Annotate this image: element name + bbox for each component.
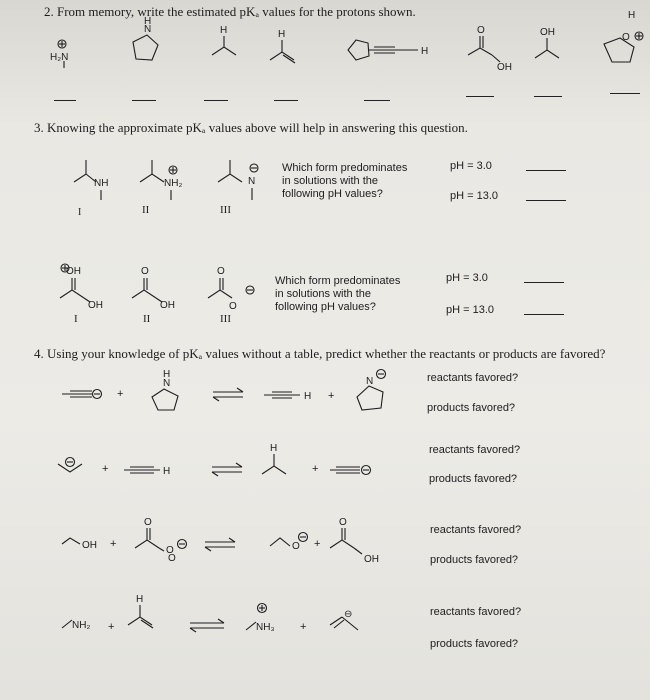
svg-text:OH: OH — [82, 540, 97, 551]
q3-ph-base-1: pH = 13.0 — [450, 190, 499, 202]
question-2-text: 2. From memory, write the estimated pKₐ values for the protons shown. — [44, 4, 416, 19]
svg-text:O: O — [217, 266, 225, 277]
svg-text:O: O — [622, 32, 630, 43]
propene-structure — [270, 29, 295, 63]
h2n-label: H₂N — [50, 52, 69, 63]
reactants-favored-2[interactable]: reactants favored? — [429, 444, 521, 456]
svg-text:OH: OH — [88, 300, 103, 311]
svg-text:O: O — [141, 266, 149, 277]
amide-III-structure — [218, 160, 258, 200]
blank-q2-5[interactable] — [364, 100, 390, 101]
reactants-favored-3[interactable]: reactants favored? — [430, 524, 522, 536]
q3-ph-acid-1: pH = 3.0 — [450, 160, 492, 172]
blank-q3-2a[interactable] — [524, 282, 564, 283]
svg-text:OH: OH — [364, 554, 379, 565]
q3-prompt-2: Which form predominates in solutions with the following pH values? — [275, 275, 401, 313]
svg-text:NH: NH — [94, 178, 109, 189]
reaction-4-structures — [62, 594, 358, 633]
amine-II-structure — [140, 160, 182, 200]
amide-anion-structure — [50, 40, 68, 68]
q3-prompt-1: Which form predominates in solutions with the following pH values? — [282, 162, 408, 200]
svg-text:H: H — [278, 29, 286, 40]
blank-q2-6[interactable] — [466, 96, 494, 97]
question-3-text: 3. Knowing the approximate pKₐ values above will help in answering this question. — [34, 120, 468, 135]
svg-text:O: O — [339, 517, 347, 528]
plus-sign: + — [117, 388, 124, 400]
svg-text:H: H — [136, 594, 144, 605]
svg-text:N: N — [366, 376, 374, 387]
svg-text:H: H — [144, 16, 152, 27]
plus-sign: + — [328, 390, 335, 402]
svg-text:N: N — [163, 378, 171, 389]
blank-q2-1[interactable] — [54, 100, 76, 101]
oxonium-ring-structure — [604, 10, 643, 62]
svg-text:OH: OH — [540, 27, 555, 38]
reactants-favored-4[interactable]: reactants favored? — [430, 606, 522, 618]
plus-sign: + — [108, 621, 115, 633]
svg-text:H: H — [421, 46, 429, 57]
label-III-row2: III — [220, 313, 231, 325]
plus-sign: + — [300, 621, 307, 633]
blank-q3-1b[interactable] — [526, 200, 566, 201]
svg-text:I: I — [78, 207, 82, 218]
plus-sign: + — [110, 538, 117, 550]
svg-text:OH: OH — [66, 266, 81, 277]
svg-text:H: H — [163, 466, 171, 477]
blank-q3-2b[interactable] — [524, 314, 564, 315]
blank-q2-2[interactable] — [132, 100, 156, 101]
blank-q2-4[interactable] — [274, 100, 298, 101]
acetic-acid-structure — [468, 25, 512, 73]
protonated-acid-I-structure — [60, 264, 103, 311]
svg-text:O: O — [144, 517, 152, 528]
pyrrolidine-structure — [133, 16, 158, 60]
question-4-text: 4. Using your knowledge of pKₐ values without a table, predict whether the reactants or products are favored? — [34, 346, 606, 361]
svg-text:H: H — [304, 391, 312, 402]
products-favored-1[interactable]: products favored? — [427, 402, 516, 414]
q3-ph-base-2: pH = 13.0 — [446, 304, 495, 316]
label-I-row2: I — [74, 313, 78, 325]
isopropanol-structure — [535, 27, 559, 58]
svg-text:H: H — [270, 443, 278, 454]
label-II-row2: II — [143, 313, 151, 325]
blank-q2-7[interactable] — [534, 96, 562, 97]
cyclopentylacetylene-structure — [348, 40, 428, 60]
svg-text:NH₂: NH₂ — [72, 620, 91, 631]
svg-text:NH₂: NH₂ — [164, 178, 183, 189]
label-III-row1: III — [220, 204, 231, 216]
propane-structure — [212, 25, 236, 55]
svg-text:N: N — [248, 176, 256, 187]
svg-text:H: H — [163, 369, 171, 380]
blank-q2-3[interactable] — [204, 100, 228, 101]
reactants-favored-1[interactable]: reactants favored? — [427, 372, 519, 384]
reaction-1-structures — [62, 369, 386, 410]
acetate-III-structure — [208, 266, 254, 312]
plus-sign: + — [312, 463, 319, 475]
svg-text:OH: OH — [497, 62, 512, 73]
svg-text:O: O — [168, 553, 176, 564]
products-favored-2[interactable]: products favored? — [429, 473, 518, 485]
svg-text:O: O — [292, 541, 300, 552]
svg-text:O: O — [477, 25, 485, 36]
acetic-acid-II-structure — [132, 266, 175, 311]
plus-sign: + — [102, 463, 109, 475]
products-favored-3[interactable]: products favored? — [430, 554, 519, 566]
svg-text:H: H — [628, 10, 636, 21]
plus-sign: + — [314, 538, 321, 550]
svg-text:O: O — [166, 545, 174, 556]
svg-text:N: N — [144, 24, 152, 35]
svg-text:⊖: ⊖ — [344, 609, 353, 620]
products-favored-4[interactable]: products favored? — [430, 638, 519, 650]
blank-q2-8[interactable] — [610, 93, 640, 94]
svg-text:H: H — [220, 25, 228, 36]
amide-anion-I-structure — [74, 160, 108, 218]
svg-text:OH: OH — [160, 300, 175, 311]
blank-q3-1a[interactable] — [526, 170, 566, 171]
svg-text:NH₃: NH₃ — [256, 622, 275, 633]
label-II-row1: II — [142, 204, 150, 216]
svg-text:O: O — [229, 301, 237, 312]
q3-ph-acid-2: pH = 3.0 — [446, 272, 488, 284]
